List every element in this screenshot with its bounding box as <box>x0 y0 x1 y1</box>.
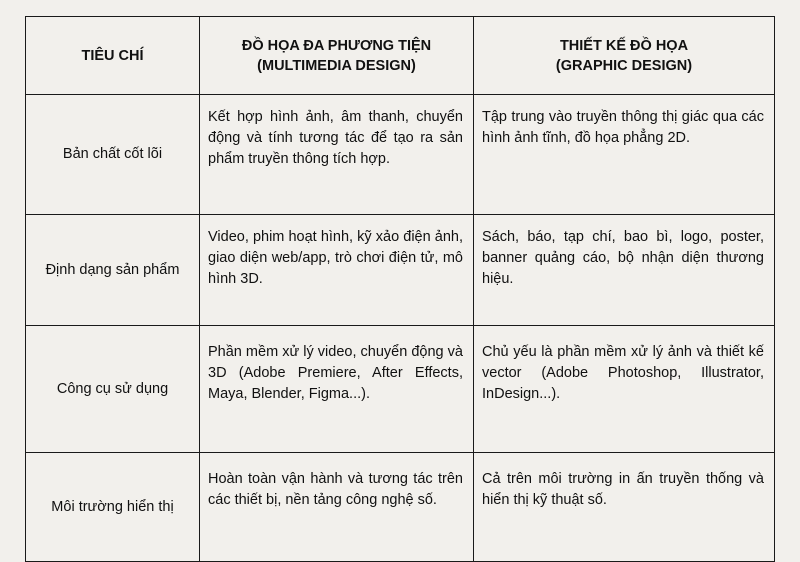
graphic-cell: Cả trên môi trường in ấn truyền thống và hiển thị kỹ thuật số. <box>474 453 775 562</box>
table-row <box>26 326 775 453</box>
header-multimedia <box>200 17 474 95</box>
criterion-cell: Định dạng sản phẩm <box>26 215 200 326</box>
graphic-cell: Sách, báo, tạp chí, bao bì, logo, poster, banner quảng cáo, bộ nhận diện thương hiệu. <box>474 215 775 326</box>
multimedia-cell: Video, phim hoạt hình, kỹ xảo điện ảnh, giao diện web/app, trò chơi điện tử, mô hình 3D. <box>200 215 474 326</box>
criterion-cell: Công cụ sử dụng <box>26 326 200 453</box>
header-graphic <box>474 17 775 95</box>
criterion-cell: Bản chất cốt lõi <box>26 95 200 215</box>
graphic-cell: Chủ yếu là phần mềm xử lý ảnh và thiết kế vector (Adobe Photoshop, Illustrator, InDesign...). <box>474 326 775 453</box>
header-criteria <box>26 17 200 95</box>
multimedia-cell: Hoàn toàn vận hành và tương tác trên các thiết bị, nền tảng công nghệ số. <box>200 453 474 562</box>
comparison-table <box>25 16 775 562</box>
header-criteria-label: TIÊU CHÍ <box>81 47 144 64</box>
multimedia-cell: Phần mềm xử lý video, chuyển động và 3D (Adobe Premiere, After Effects, Maya, Blender, Figma...). <box>200 326 474 453</box>
header-graphic-title: THIẾT KẾ ĐỒ HỌA <box>559 37 689 54</box>
criterion-cell: Môi trường hiển thị <box>26 453 200 562</box>
table-row <box>26 95 775 215</box>
graphic-cell: Tập trung vào truyền thông thị giác qua các hình ảnh tĩnh, đồ họa phẳng 2D. <box>474 95 775 215</box>
header-multimedia-subtitle: (MULTIMEDIA DESIGN) <box>257 57 416 74</box>
header-graphic-subtitle: (GRAPHIC DESIGN) <box>555 57 693 74</box>
table-row <box>26 215 775 326</box>
header-multimedia-title: ĐỒ HỌA ĐA PHƯƠNG TIỆN <box>241 37 432 54</box>
table-row <box>26 453 775 562</box>
multimedia-cell: Kết hợp hình ảnh, âm thanh, chuyển động và tính tương tác để tạo ra sản phẩm truyền thông tích hợp. <box>200 95 474 215</box>
comparison-table-container <box>25 16 774 562</box>
table-header-row <box>26 17 775 95</box>
